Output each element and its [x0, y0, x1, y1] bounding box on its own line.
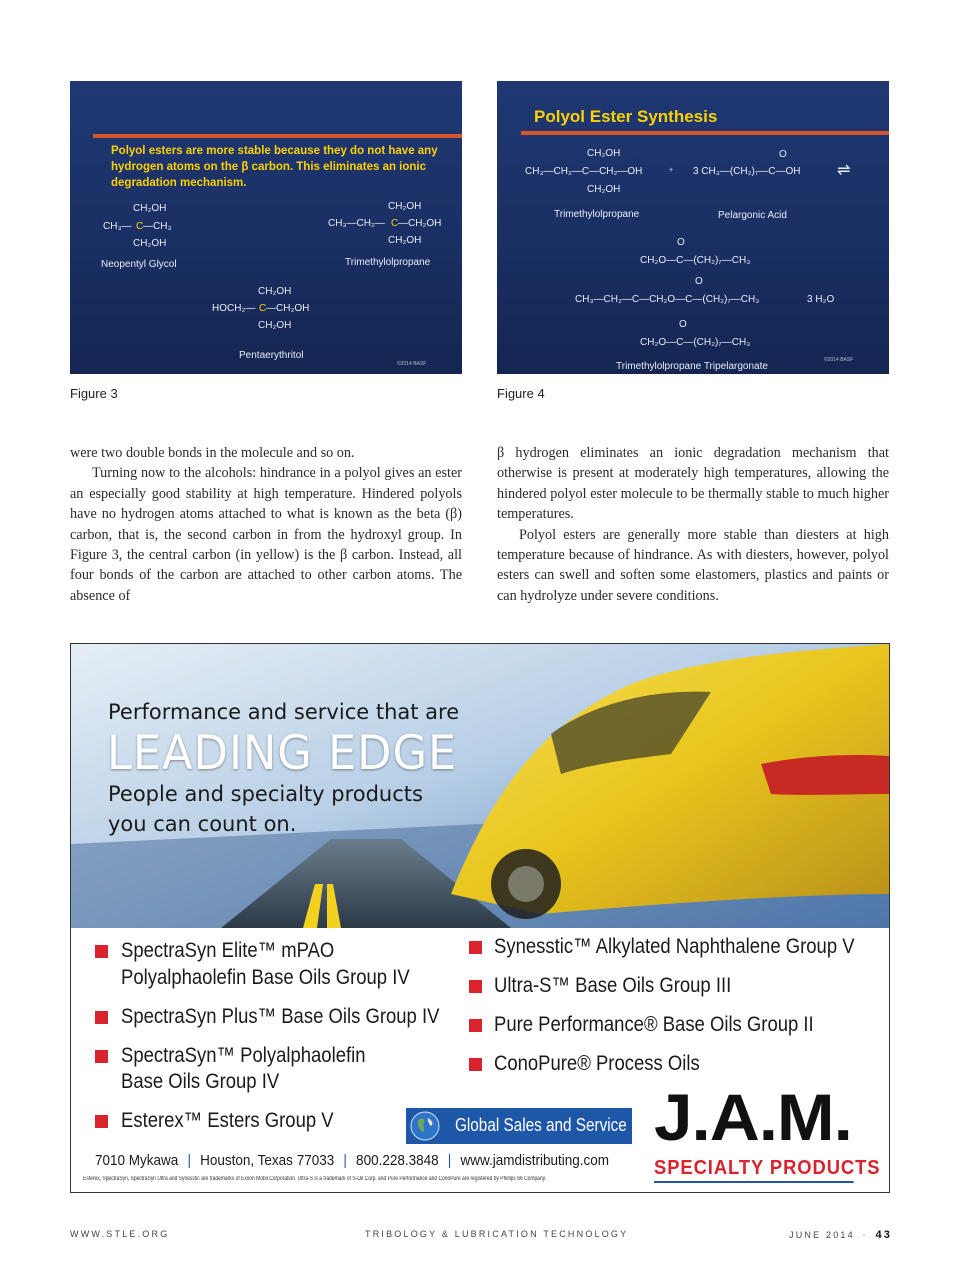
- tmp-right: —CH₂OH: [398, 218, 442, 229]
- p-bot-oxygen: O: [679, 319, 687, 330]
- tmp-center: C: [391, 218, 399, 229]
- npg-center: C: [136, 221, 144, 232]
- left-item-2: SpectraSyn Plus™ Base Oils Group IV: [121, 1005, 440, 1028]
- left-item-1-line-2: Polyalphaolefin Base Oils Group IV: [121, 966, 410, 989]
- globe-icon: [410, 1111, 440, 1141]
- ad-tagline-3: you can count on.: [108, 812, 297, 836]
- right-item-1: Synesstic™ Alkylated Naphthalene Group V: [494, 935, 855, 958]
- figure-3-slide: [70, 81, 462, 374]
- npg-bottom: CH₂OH: [133, 238, 167, 249]
- footer-date: [789, 1229, 892, 1241]
- right-paragraph-2: Polyol esters are generally more stable than diesters at high temperature because of hindrance. As with diesters, however, polyol esters can swell and soften some elastomers, plastics and paints or can hydrolyze under severe conditions.: [497, 526, 889, 604]
- separator: |: [447, 1152, 452, 1169]
- bullet-icon: [469, 1058, 482, 1071]
- contact-line: [95, 1152, 609, 1169]
- bullet-icon: [469, 980, 482, 993]
- bullet-icon: [469, 941, 482, 954]
- plus-sign: +: [669, 167, 674, 174]
- slide-rule: [93, 134, 462, 138]
- global-sales-label: Global Sales and Service: [455, 1115, 627, 1135]
- pe-name: Pentaerythritol: [239, 350, 304, 361]
- footer-website: WWW.STLE.ORG: [70, 1229, 170, 1239]
- figure-3-copyright: ©2014 BASF: [397, 361, 427, 367]
- left-item-4: Esterex™ Esters Group V: [121, 1109, 334, 1132]
- tmp-bottom: CH₂OH: [388, 235, 422, 246]
- r2-oxygen: O: [779, 149, 787, 160]
- bullet-icon: [95, 1050, 108, 1063]
- footer-issue: JUNE 2014: [789, 1230, 855, 1240]
- footer-dot: ·: [862, 1230, 868, 1240]
- tmp-left: CH₃—CH₂—: [328, 218, 385, 229]
- pe-left: HOCH₂—: [212, 303, 256, 314]
- r1-top: CH₂OH: [587, 148, 621, 159]
- bullet-icon: [95, 1115, 108, 1128]
- right-paragraph-1: β hydrogen eliminates an ionic degradation mechanism that otherwise is present at moderately high temperatures, allowing the hindered polyol ester molecule to be thermally stable to much higher temperatures.: [497, 445, 889, 523]
- r2-name: Pelargonic Acid: [718, 210, 787, 221]
- jam-logo: J.A.M.: [654, 1080, 852, 1154]
- bullet-icon: [469, 1019, 482, 1032]
- bullet-icon: [95, 1011, 108, 1024]
- trademark-notice: Esterex, SpectraSyn, SpectraSyn Ultra and Synesstic are trademarks of Exxon Mobil Corporation. Ultra-S is a trademark of S-Oil Corp. and Pure Performance and ConoPure are registered by Phillips 66 Company.: [83, 1176, 547, 1182]
- left-item-3-line-1: SpectraSyn™ Polyalphaolefin: [121, 1044, 366, 1067]
- p-mid-oxygen: O: [695, 276, 703, 287]
- figure-4-title: Polyol Ester Synthesis: [534, 107, 718, 126]
- global-sales-banner: [406, 1108, 632, 1144]
- ad-tagline-1: Performance and service that are: [108, 700, 460, 724]
- left-item-1-line-1: SpectraSyn Elite™ mPAO: [121, 939, 335, 962]
- footer-publication: TRIBOLOGY & LUBRICATION TECHNOLOGY: [365, 1229, 629, 1239]
- r1-bottom: CH₂OH: [587, 184, 621, 195]
- separator: |: [187, 1152, 191, 1169]
- tmp-top: CH₂OH: [388, 201, 422, 212]
- jam-advertisement: [70, 643, 890, 1193]
- right-item-3: Pure Performance® Base Oils Group II: [494, 1013, 814, 1036]
- body-left-column: [70, 443, 462, 606]
- npg-right: —CH₃: [143, 221, 172, 232]
- pe-bottom: CH₂OH: [258, 320, 292, 331]
- separator: |: [343, 1152, 347, 1169]
- p-water: 3 H₂O: [807, 294, 835, 305]
- figure-4-caption: Figure 4: [497, 386, 545, 401]
- p-top-chain: CH₂O—C—(CH₂)₇—CH₃: [640, 255, 751, 266]
- slide-rule: [521, 131, 889, 135]
- r1-chain: CH₃—CH₂—C—CH₂—OH: [525, 166, 643, 177]
- jam-logo-subtitle: SPECIALTY PRODUCTS: [654, 1157, 854, 1183]
- p-bot-chain: CH₂O—C—(CH₂)₇—CH₃: [640, 337, 751, 348]
- pe-top: CH₂OH: [258, 286, 292, 297]
- right-item-2: Ultra-S™ Base Oils Group III: [494, 974, 732, 997]
- npg-top: CH₂OH: [133, 203, 167, 214]
- figure-4-copyright: ©2014 BASF: [824, 357, 854, 363]
- r2-chain: 3 CH₃—(CH₂)₇—C—OH: [693, 166, 801, 177]
- npg-left: CH₃—: [103, 221, 132, 232]
- phone: 800.228.3848: [356, 1152, 439, 1169]
- city: Houston, Texas 77033: [200, 1152, 335, 1169]
- ad-headline: LEADING EDGE: [107, 726, 458, 781]
- r1-name: Trimethylolpropane: [554, 209, 640, 220]
- tmp-name: Trimethylolpropane: [345, 257, 431, 268]
- p-mid-chain: CH₃—CH₂—C—CH₂O—C—(CH₂)₇—CH₃: [575, 294, 760, 305]
- left-item-3-line-2: Base Oils Group IV: [121, 1070, 280, 1093]
- bullet-icon: [95, 945, 108, 958]
- left-paragraph-1: were two double bonds in the molecule and so on.: [70, 445, 355, 461]
- figure-3-header: Polyol esters are more stable because they do not have any hydrogen atoms on the β carbon. This eliminates an ionic degradation mechanism.: [111, 145, 438, 189]
- equilibrium-arrow: ⇌: [837, 162, 851, 179]
- figure-3-caption: Figure 3: [70, 386, 118, 401]
- body-right-column: [497, 443, 889, 606]
- figure-4-slide: [497, 81, 889, 374]
- npg-name: Neopentyl Glycol: [101, 259, 177, 270]
- address: 7010 Mykawa: [95, 1152, 179, 1169]
- page-number: 43: [875, 1229, 893, 1241]
- product-name: Trimethylolpropane Tripelargonate: [616, 361, 768, 372]
- ad-tagline-2: People and specialty products: [108, 782, 423, 806]
- pe-right: —CH₂OH: [266, 303, 310, 314]
- left-paragraph-2: Turning now to the alcohols: hindrance in a polyol gives an ester an especially good stability at high temperature. Hindered polyols have no hydrogen atoms attached to what is known as the beta (β) carbon, that is, the second carbon in from the hydroxyl group. In Figure 3, the central carbon (in yellow) is the β carbon. Instead, all four bonds of the carbon are attached to other carbon atoms. The absence of: [70, 465, 462, 604]
- website-link[interactable]: www.jamdistributing.com: [460, 1152, 610, 1169]
- right-item-4: ConoPure® Process Oils: [494, 1052, 700, 1075]
- pe-center: C: [259, 303, 267, 314]
- p-top-oxygen: O: [677, 237, 685, 248]
